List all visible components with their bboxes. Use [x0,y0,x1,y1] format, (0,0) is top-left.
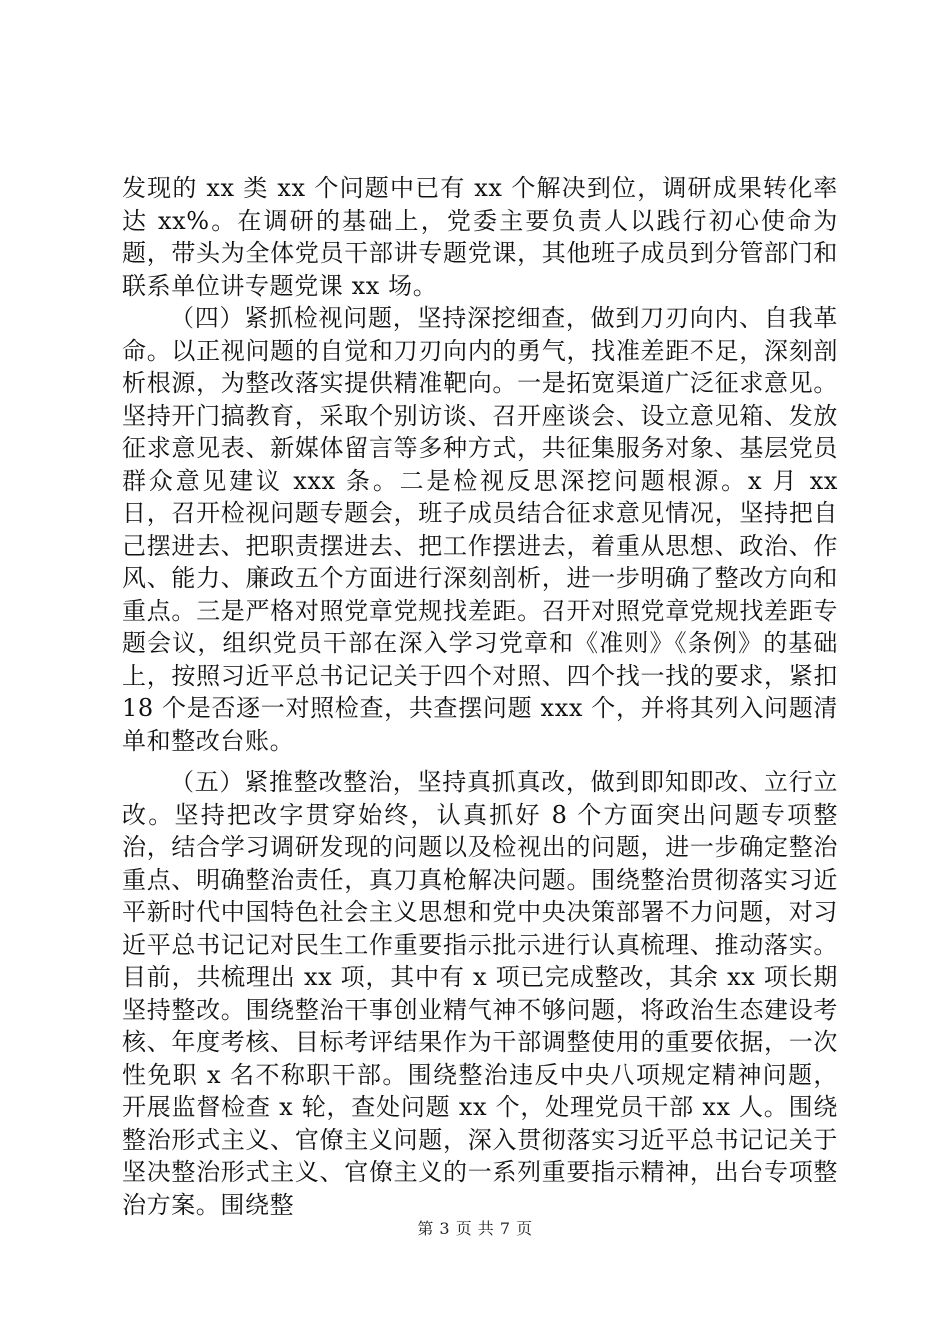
body-text-upper [122,172,838,757]
paragraph-section-five: （五）紧推整改整治，坚持真抓真改，做到即知即改、立行立改。坚持把改字贯穿始终，认真抓好 8 个方面突出问题专项整治，结合学习调研发现的问题以及检视出的问题，进一步确定整治重点、明确整治责任，真刀真枪解决问题。围绕整治贯彻落实习近平新时代中国特色社会主义思想和党中央决策部署不力问题，对习近平总书记记对民生工作重要指示批示进行认真梳理、推动落实。目前，共梳理出 xx 项，其中有 x 项已完成整改，其余 xx 项长期坚持整改。围绕整治干事创业精气神不够问题，将政治生态建设考核、年度考核、目标考评结果作为干部调整使用的重要依据，一次性免职 x 名不称职干部。围绕整治违反中央八项规定精神问题，开展监督检查 x 轮，查处问题 xx 个，处理党员干部 xx 人。围绕整治形式主义、官僚主义问题，深入贯彻落实习近平总书记记关于坚决整治形式主义、官僚主义的一系列重要指示精神，出台专项整治方案。围绕整 [122,768,838,1219]
page-footer: 第 3 页 共 7 页 [417,1219,533,1238]
paragraph-section-four: （四）紧抓检视问题，坚持深挖细查，做到刀刃向内、自我革命。以正视问题的自觉和刀刃向内的勇气，找准差距不足，深刻剖析根源，为整改落实提供精准靶向。一是拓宽渠道广泛征求意见。坚持开门搞教育，采取个别访谈、召开座谈会、设立意见箱、发放征求意见表、新媒体留言等多种方式，共征集服务对象、基层党员群众意见建议 xxx 条。二是检视反思深挖问题根源。x 月 xx 日，召开检视问题专题会，班子成员结合征求意见情况，坚持把自己摆进去、把职责摆进去、把工作摆进去，着重从思想、政治、作风、能力、廉政五个方面进行深刻剖析，进一步明确了整改方向和重点。三是严格对照党章党规找差距。召开对照党章党规找差距专题会议，组织党员干部在深入学习党章和《准则》《条例》的基础上，按照习近平总书记记关于四个对照、四个找一找的要求，紧扣 18 个是否逐一对照检查，共查摆问题 xxx 个，并将其列入问题清单和整改台账。 [122,304,838,755]
body-text-lower [122,766,838,1221]
paragraph-continuation: 发现的 xx 类 xx 个问题中已有 xx 个解决到位，调研成果转化率达 xx%。在调研的基础上，党委主要负责人以践行初心使命为题，带头为全体党员干部讲专题党课，其他班子成员到分管部门和联系单位讲专题党课 xx 场。 [122,174,838,300]
